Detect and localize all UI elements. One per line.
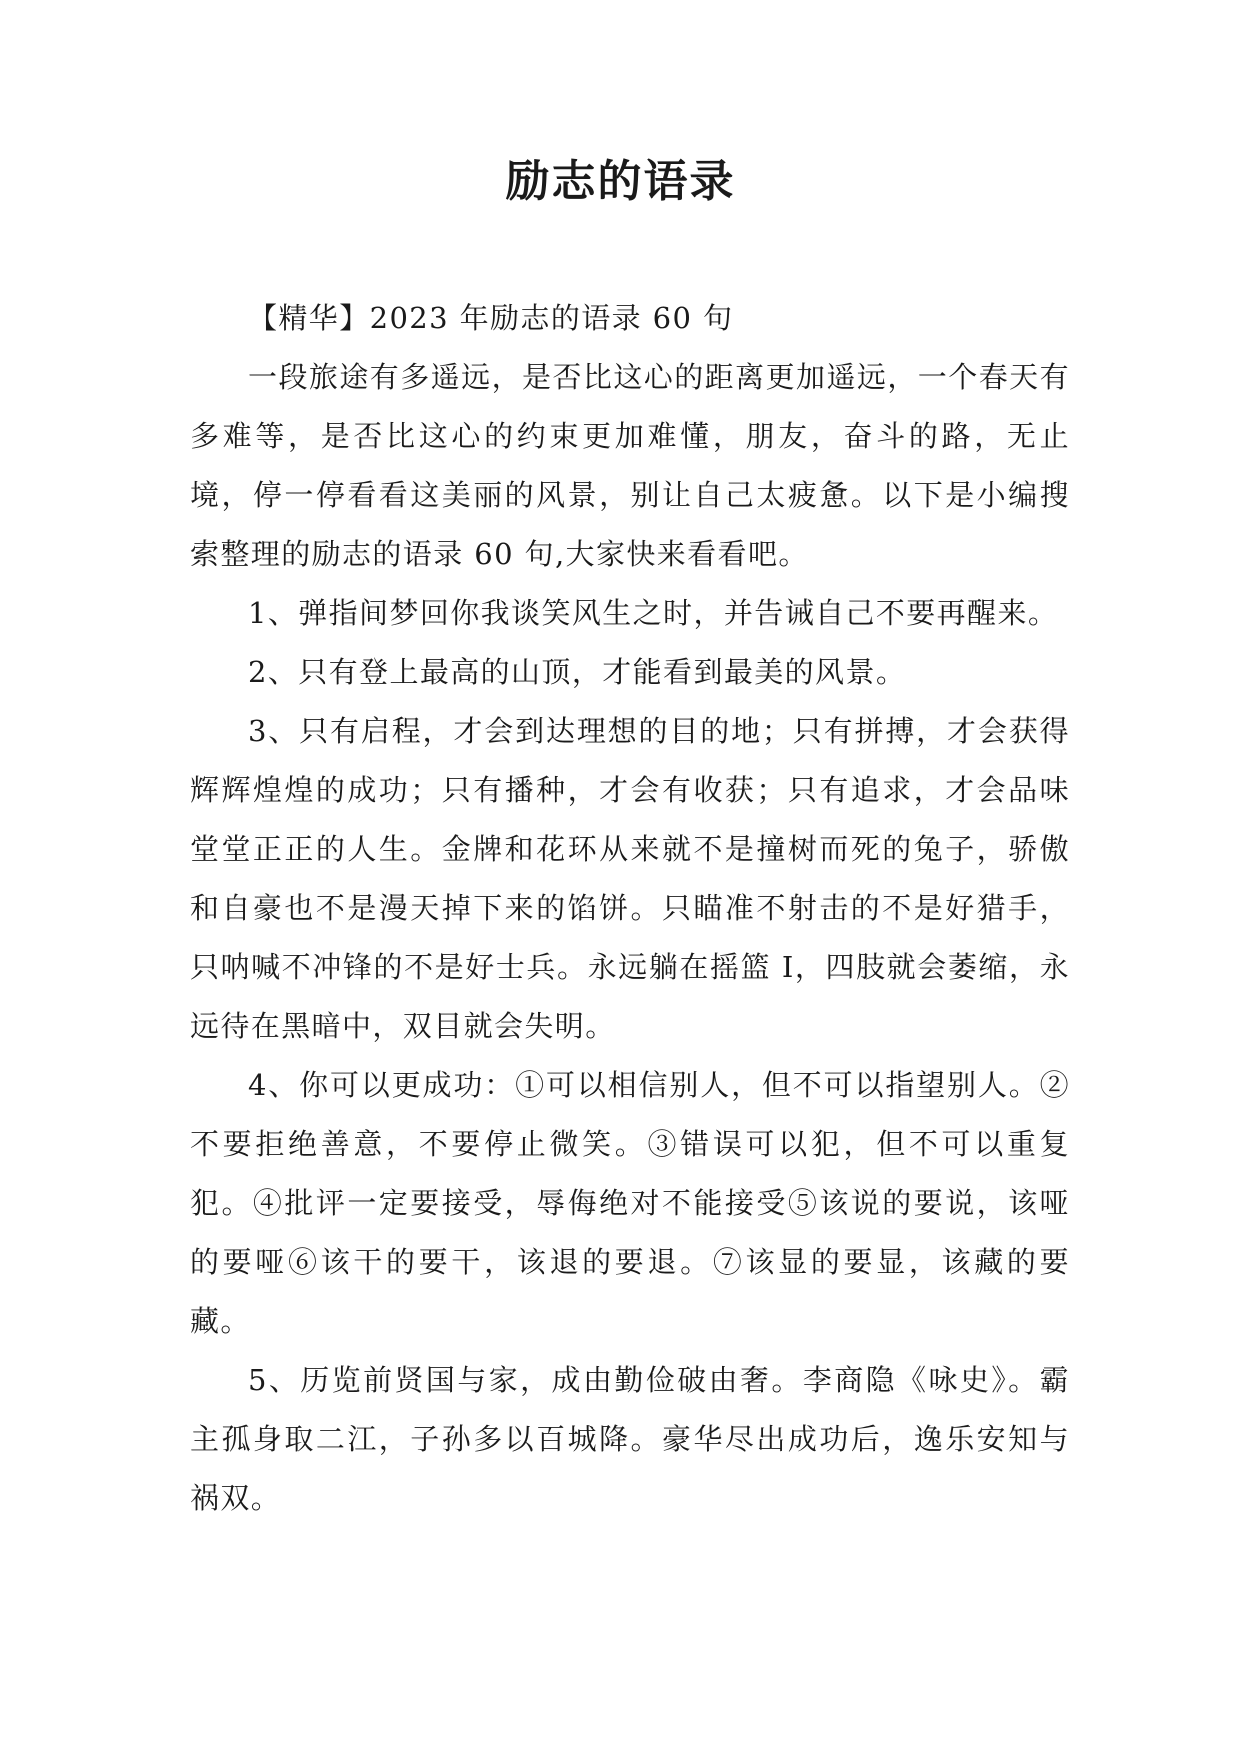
paragraph-subtitle: 【精华】2023 年励志的语录 60 句 [248,301,734,335]
document-title: 励志的语录 [505,156,736,207]
document-body [190,289,1070,1528]
quote-item-3: 3、只有启程，才会到达理想的目的地；只有拼搏，才会获得辉辉煌煌的成功；只有播种，才会有收获；只有追求，才会品味堂堂正正的人生。金牌和花环从来就不是撞树而死的兔子，骄傲和自豪也不是漫天掉下来的馅饼。只瞄准不射击的不是好猎手，只呐喊不冲锋的不是好士兵。永远躺在摇篮 I，四肢就会萎缩，永远待在黑暗中，双目就会失明。 [190,714,1070,1043]
quote-item-2: 2、只有登上最高的山顶，才能看到最美的风景。 [248,655,907,689]
quote-item-4: 4、你可以更成功：①可以相信别人，但不可以指望别人。②不要拒绝善意，不要停止微笑。③错误可以犯，但不可以重复犯。④批评一定要接受，辱侮绝对不能接受⑤该说的要说，该哑的要哑⑥该干的要干，该退的要退。⑦该显的要显，该藏的要藏。 [190,1068,1070,1338]
paragraph-intro: 一段旅途有多遥远，是否比这心的距离更加遥远，一个春天有多难等，是否比这心的约束更加难懂，朋友，奋斗的路，无止境，停一停看看这美丽的风景，别让自己太疲惫。以下是小编搜索整理的励志的语录 60 句,大家快来看看吧。 [190,360,1070,571]
quote-item-5: 5、历览前贤国与家，成由勤俭破由奢。李商隐《咏史》。霸主孤身取二江，子孙多以百城降。豪华尽出成功后，逸乐安知与祸双。 [190,1363,1070,1515]
quote-item-1: 1、弹指间梦回你我谈笑风生之时，并告诫自己不要再醒来。 [248,596,1059,630]
